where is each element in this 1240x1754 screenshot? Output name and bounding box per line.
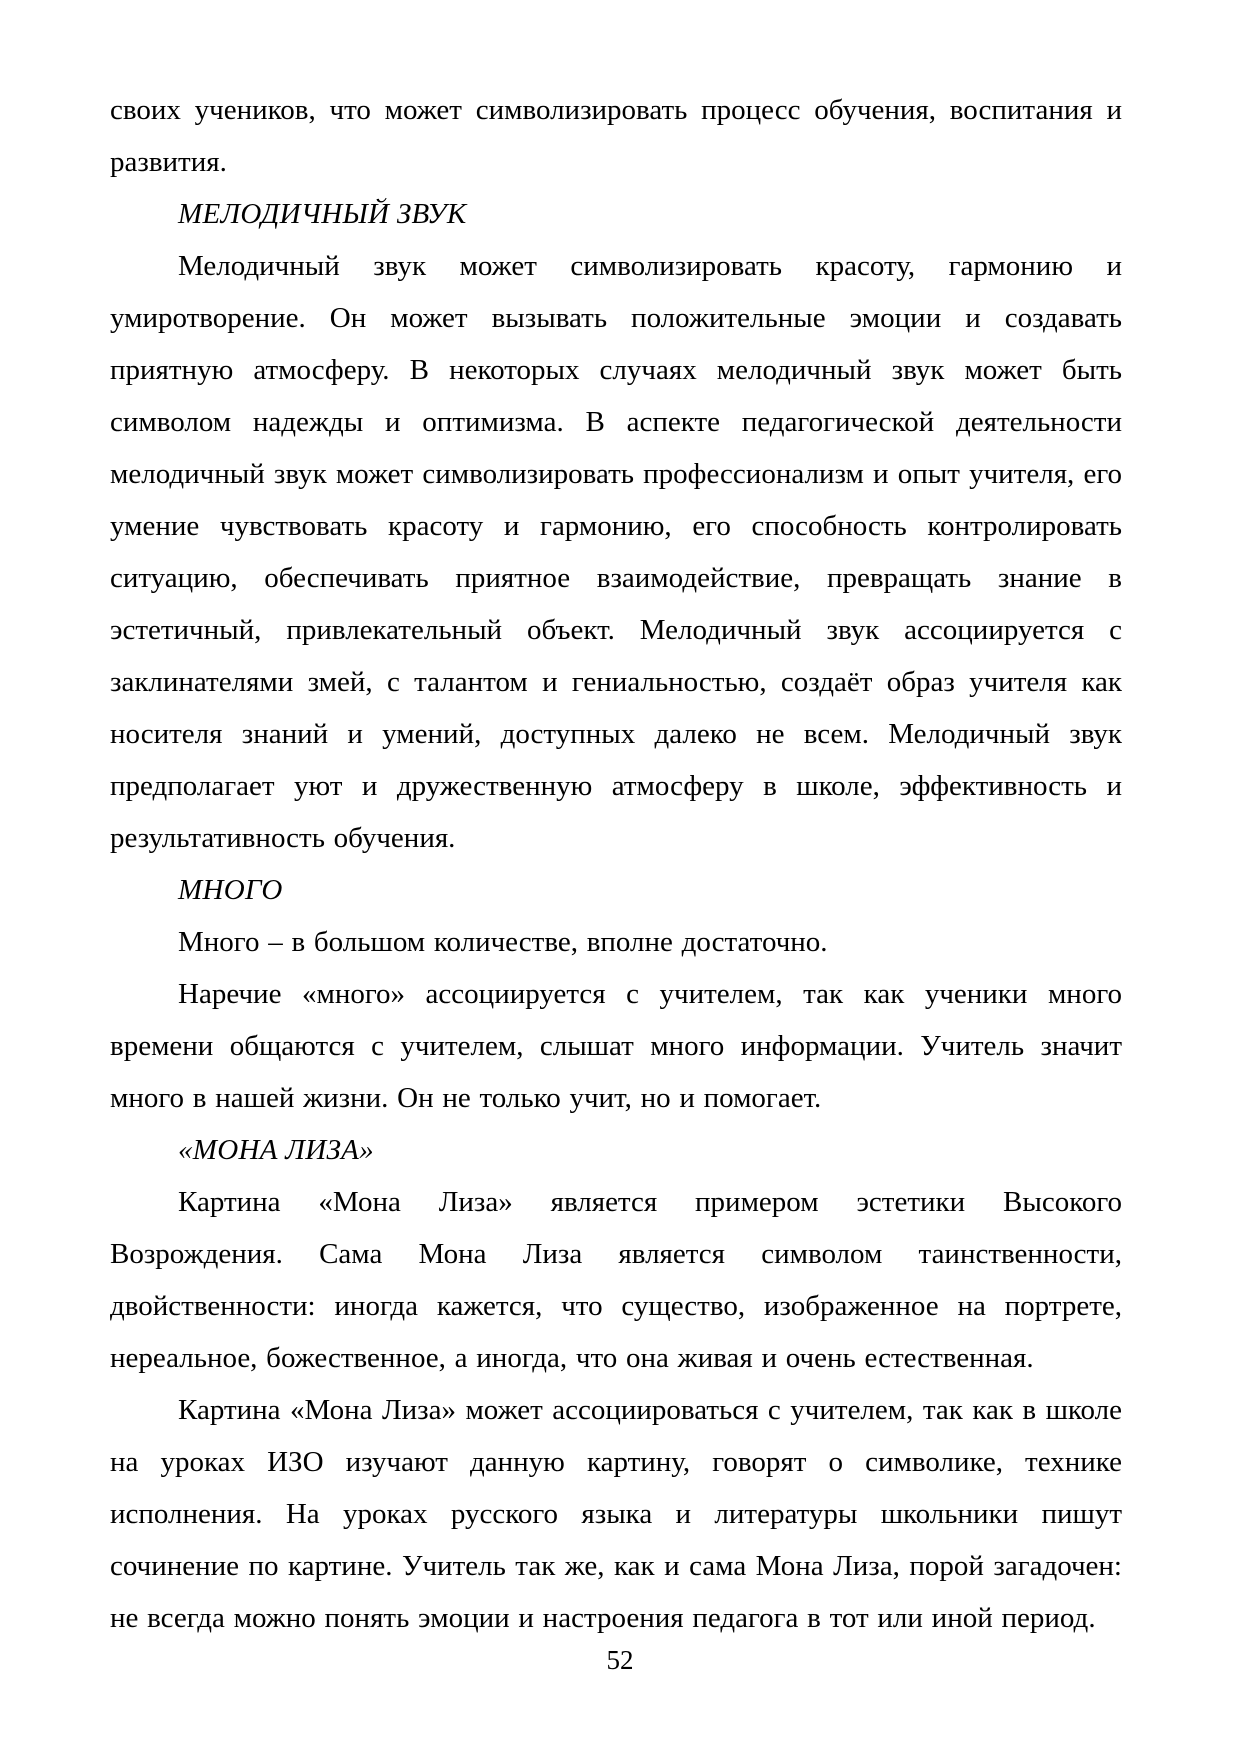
paragraph-mona-liza-description: Картина «Мона Лиза» является примером эстетики Высокого Возрождения. Сама Мона Лиза является символом таинственности, двойственности: иногда кажется, что существо, изображенное на портрете, нереальное, божественное, а иногда, что она живая и очень естественная. <box>110 1186 1122 1374</box>
paragraph-mona-liza-association: Картина «Мона Лиза» может ассоциироваться с учителем, так как в школе на уроках ИЗО изучают данную картину, говорят о символике, технике исполнения. На уроках русского языка и литературы школьники пишут сочинение по картине. Учитель так же, как и сама Мона Лиза, порой загадочен: не всегда можно понять эмоции и настроения педагога в тот или иной период. <box>110 1394 1122 1634</box>
section-heading-melodichny-zvuk: МЕЛОДИЧНЫЙ ЗВУК <box>178 198 467 230</box>
paragraph-intro-continuation: своих учеников, что может символизировать процесс обучения, воспитания и развития. <box>110 94 1122 178</box>
page-number: 52 <box>606 1645 634 1675</box>
paragraph-mnogo-definition: Много – в большом количестве, вполне достаточно. <box>178 926 828 958</box>
text-block <box>110 84 1122 1644</box>
section-heading-mnogo: МНОГО <box>178 874 283 906</box>
page-footer <box>0 1640 1240 1680</box>
paragraph-mnogo-association: Наречие «много» ассоциируется с учителем, так как ученики много времени общаются с учителем, слышат много информации. Учитель значит много в нашей жизни. Он не только учит, но и помогает. <box>110 978 1122 1114</box>
section-heading-mona-liza: «МОНА ЛИЗА» <box>178 1134 374 1166</box>
paragraph-melodichny-zvuk: Мелодичный звук может символизировать красоту, гармонию и умиротворение. Он может вызывать положительные эмоции и создавать приятную атмосферу. В некоторых случаях мелодичный звук может быть символом надежды и оптимизма. В аспекте педагогической деятельности мелодичный звук может символизировать профессионализм и опыт учителя, его умение чувствовать красоту и гармонию, его способность контролировать ситуацию, обеспечивать приятное взаимодействие, превращать знание в эстетичный, привлекательный объект. Мелодичный звук ассоциируется с заклинателями змей, с талантом и гениальностью, создаёт образ учителя как носителя знаний и умений, доступных далеко не всем. Мелодичный звук предполагает уют и дружественную атмосферу в школе, эффективность и результативность обучения. <box>110 250 1122 854</box>
